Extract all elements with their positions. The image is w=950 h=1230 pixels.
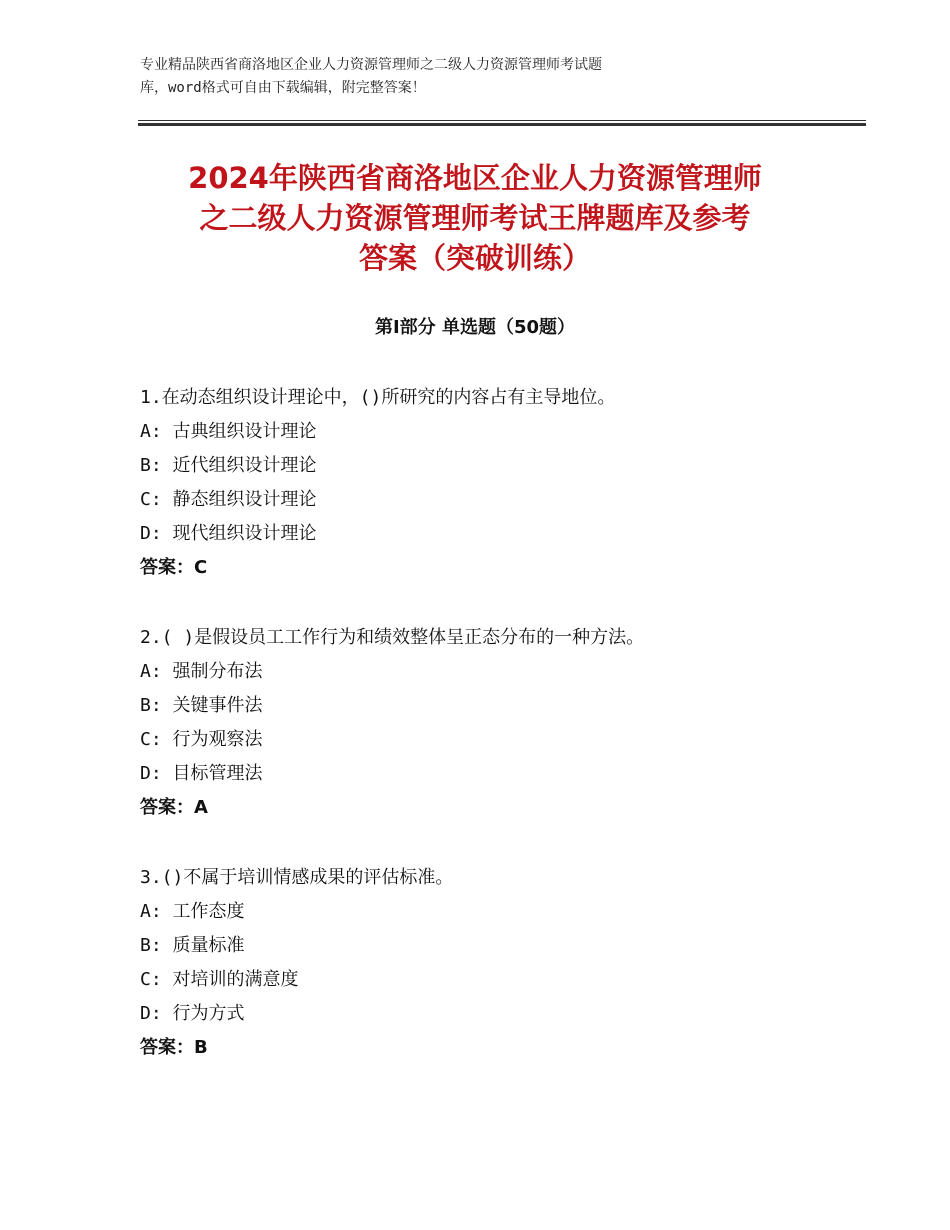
section-heading: 第Ⅰ部分 单选题（50题） [374, 317, 575, 338]
option-a: A: 工作态度 [140, 901, 245, 922]
option-b: B: 质量标准 [140, 935, 245, 956]
question-1 [140, 381, 860, 585]
question-3 [140, 861, 860, 1065]
question-stem: 1.在动态组织设计理论中，()所研究的内容占有主导地位。 [140, 387, 616, 408]
header-divider-thin [138, 120, 866, 121]
document-title-line-2: 之二级人力资源管理师考试王牌题库及参考 [199, 201, 751, 235]
option-c: C: 对培训的满意度 [140, 969, 299, 990]
option-c: C: 静态组织设计理论 [140, 489, 317, 510]
document-title [100, 158, 850, 278]
header-divider-thick [138, 123, 866, 126]
option-a: A: 古典组织设计理论 [140, 421, 317, 442]
question-stem: 2.( )是假设员工工作行为和绩效整体呈正态分布的一种方法。 [140, 627, 645, 648]
option-b: B: 关键事件法 [140, 695, 263, 716]
question-2 [140, 621, 860, 825]
option-a: A: 强制分布法 [140, 661, 263, 682]
header-note-line-2: 库，word格式可自由下载编辑，附完整答案！ [140, 80, 426, 96]
option-d: D: 行为方式 [140, 1003, 245, 1024]
option-b: B: 近代组织设计理论 [140, 455, 317, 476]
option-c: C: 行为观察法 [140, 729, 263, 750]
question-stem: 3.()不属于培训情感成果的评估标准。 [140, 867, 454, 888]
option-d: D: 目标管理法 [140, 763, 263, 784]
answer-line: 答案：B [140, 1037, 208, 1058]
answer-line: 答案：A [140, 797, 208, 818]
question-list [140, 381, 860, 1101]
header-note-line-1: 专业精品陕西省商洛地区企业人力资源管理师之二级人力资源管理师考试题 [140, 57, 602, 73]
header-note [140, 54, 820, 100]
answer-line: 答案：C [140, 557, 208, 578]
document-title-line-1: 2024年陕西省商洛地区企业人力资源管理师 [188, 161, 762, 195]
document-title-line-3: 答案（突破训练） [358, 241, 591, 275]
option-d: D: 现代组织设计理论 [140, 523, 317, 544]
